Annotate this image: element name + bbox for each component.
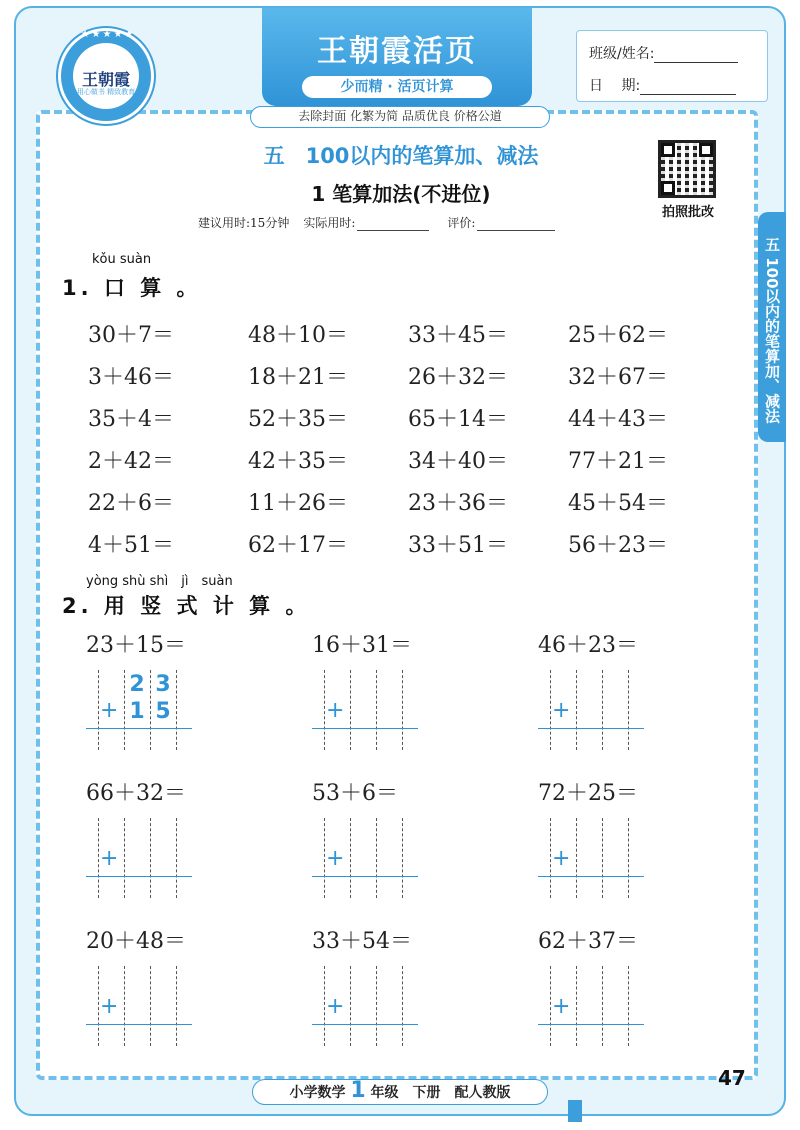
grid-column-line [176,670,177,750]
grid-column-line [350,818,351,898]
plus-sign: + [326,698,345,723]
vertical-problem: 46＋23＝ [538,633,638,658]
logo-text: 王朝霞 [81,70,130,89]
grid-column-line [98,670,99,750]
grid-column-line [402,670,403,750]
vertical-problem: 66＋32＝ [86,781,186,806]
class-name-row [589,43,738,63]
plus-sign: + [326,846,345,871]
grid-column-line [602,818,603,898]
mental-problem: 42＋35＝ [248,448,348,474]
answer-grid[interactable] [86,670,196,750]
date-row [589,75,736,95]
answer-grid[interactable] [312,966,422,1046]
mental-problem: 52＋35＝ [248,406,348,432]
mental-problem: 4＋51＝ [88,532,174,558]
grid-column-line [324,670,325,750]
grid-column-line [402,966,403,1046]
vertical-problem: 23＋15＝ [86,633,186,658]
qr-corner [661,143,675,157]
logo-inner [73,43,139,109]
plus-sign: + [100,698,119,723]
grid-column-line [576,670,577,750]
mental-problem: 26＋32＝ [408,364,508,390]
qr-corner [699,143,713,157]
actual-time-label: 实际用时: [303,216,356,230]
sum-line [312,1024,418,1025]
section1-heading: 1. 口 算 。 [62,276,202,300]
sum-line [312,728,418,729]
rating-field[interactable] [477,217,555,231]
example-digit: 3 [155,672,171,697]
grid-column-line [602,670,603,750]
mental-problem: 33＋51＝ [408,532,508,558]
grid-column-line [350,966,351,1046]
class-name-field[interactable] [654,47,738,63]
sum-line [86,876,192,877]
plus-sign: + [552,994,571,1019]
mental-problem: 56＋23＝ [568,532,668,558]
publisher-logo [58,28,154,124]
lesson-title: 1 笔算加法(不进位) [311,182,491,206]
grid-column-line [376,670,377,750]
answer-grid[interactable] [538,670,648,750]
grid-column-line [376,818,377,898]
time-row [198,214,563,231]
section2-heading: 2. 用 竖 式 计 算 。 [62,594,311,618]
mental-problem: 45＋54＝ [568,490,668,516]
mental-row [88,396,728,438]
mental-problem: 48＋10＝ [248,322,348,348]
mental-problem: 32＋67＝ [568,364,668,390]
grid-column-line [628,966,629,1046]
grid-column-line [602,966,603,1046]
grid-column-line [176,818,177,898]
vertical-problem: 72＋25＝ [538,781,638,806]
grid-column-line [150,966,151,1046]
grid-column-line [150,670,151,750]
qr-label: 拍照批改 [661,205,714,220]
grid-column-line [402,818,403,898]
unit-title: 五 100以内的笔算加、减法 [263,144,539,168]
example-digit: 5 [155,699,171,724]
mental-problem: 23＋36＝ [408,490,508,516]
grid-column-line [124,818,125,898]
grid-column-line [350,670,351,750]
qr-code-icon[interactable] [658,140,716,198]
sum-line [538,728,644,729]
grid-column-line [124,670,125,750]
date-label: 日 期: [589,78,641,94]
mental-problem: 18＋21＝ [248,364,348,390]
footer-grade: 1 [350,1078,366,1103]
answer-grid[interactable] [86,966,196,1046]
example-digit: 1 [129,699,145,724]
mental-problem: 35＋4＝ [88,406,174,432]
mental-problem: 62＋17＝ [248,532,348,558]
mental-problem: 30＋7＝ [88,322,174,348]
grid-column-line [324,966,325,1046]
mental-problem: 33＋45＝ [408,322,508,348]
mental-row [88,312,728,354]
grid-column-line [628,818,629,898]
grid-column-line [98,818,99,898]
grid-column-line [176,966,177,1046]
plus-sign: + [100,994,119,1019]
mental-problem: 77＋21＝ [568,448,668,474]
grid-column-line [628,670,629,750]
plus-sign: + [552,698,571,723]
rating-label: 评价: [447,216,476,230]
side-chapter-tab: 五 100以内的笔算加、减法 [758,212,786,442]
footer-subject: 小学数学 [289,1085,351,1101]
grid-column-line [550,670,551,750]
plus-sign: + [552,846,571,871]
answer-grid[interactable] [312,818,422,898]
qr-corner [661,181,675,195]
sum-line [86,728,192,729]
mental-problem: 25＋62＝ [568,322,668,348]
grid-column-line [576,966,577,1046]
mental-problem: 44＋43＝ [568,406,668,432]
answer-grid[interactable] [312,670,422,750]
grid-column-line [550,818,551,898]
plus-sign: + [326,994,345,1019]
mental-math-grid [88,312,728,564]
section2-pinyin: yòng shù shì jì suàn [86,574,233,589]
mental-problem: 22＋6＝ [88,490,174,516]
mental-row [88,354,728,396]
page-number: 47 [718,1066,746,1090]
answer-grid[interactable] [538,966,648,1046]
mental-problem: 3＋46＝ [88,364,174,390]
banner-title: 王朝霞活页 [317,34,477,69]
mental-row [88,438,728,480]
section1-pinyin: kǒu suàn [92,252,152,267]
plus-sign: + [100,846,119,871]
sum-line [312,876,418,877]
footer-edition: 年级 下册 配人教版 [365,1085,511,1101]
actual-time-field[interactable] [357,217,429,231]
banner-subtitle: 少而精 · 活页计算 [302,76,492,98]
class-name-label: 班级/姓名: [589,46,655,62]
logo-subtext: 用心做书 精致教育 [76,88,136,96]
grid-column-line [124,966,125,1046]
mental-row [88,480,728,522]
grid-column-line [550,966,551,1046]
vertical-problem: 53＋6＝ [312,781,398,806]
sum-line [86,1024,192,1025]
mental-problem: 65＋14＝ [408,406,508,432]
footer-banner [252,1079,548,1105]
vertical-problem: 33＋54＝ [312,929,412,954]
star-icons: ★★★★★ [80,29,136,40]
grid-column-line [576,818,577,898]
bottom-tab-decoration [568,1100,582,1122]
answer-grid[interactable] [538,818,648,898]
grid-column-line [324,818,325,898]
grid-column-line [376,966,377,1046]
vertical-problem: 16＋31＝ [312,633,412,658]
sum-line [538,876,644,877]
slogan: 去除封面 化繁为简 品质优良 价格公道 [250,106,550,128]
student-info-box [576,30,768,102]
example-digit: 2 [129,672,145,697]
mental-problem: 11＋26＝ [248,490,348,516]
date-field[interactable] [640,79,736,95]
sum-line [538,1024,644,1025]
mental-problem: 2＋42＝ [88,448,174,474]
grid-column-line [98,966,99,1046]
grid-column-line [150,818,151,898]
suggested-time: 建议用时:15分钟 [198,216,290,230]
vertical-problem: 20＋48＝ [86,929,186,954]
mental-problem: 34＋40＝ [408,448,508,474]
header-banner [262,8,532,106]
mental-row [88,522,728,564]
answer-grid[interactable] [86,818,196,898]
vertical-problem: 62＋37＝ [538,929,638,954]
